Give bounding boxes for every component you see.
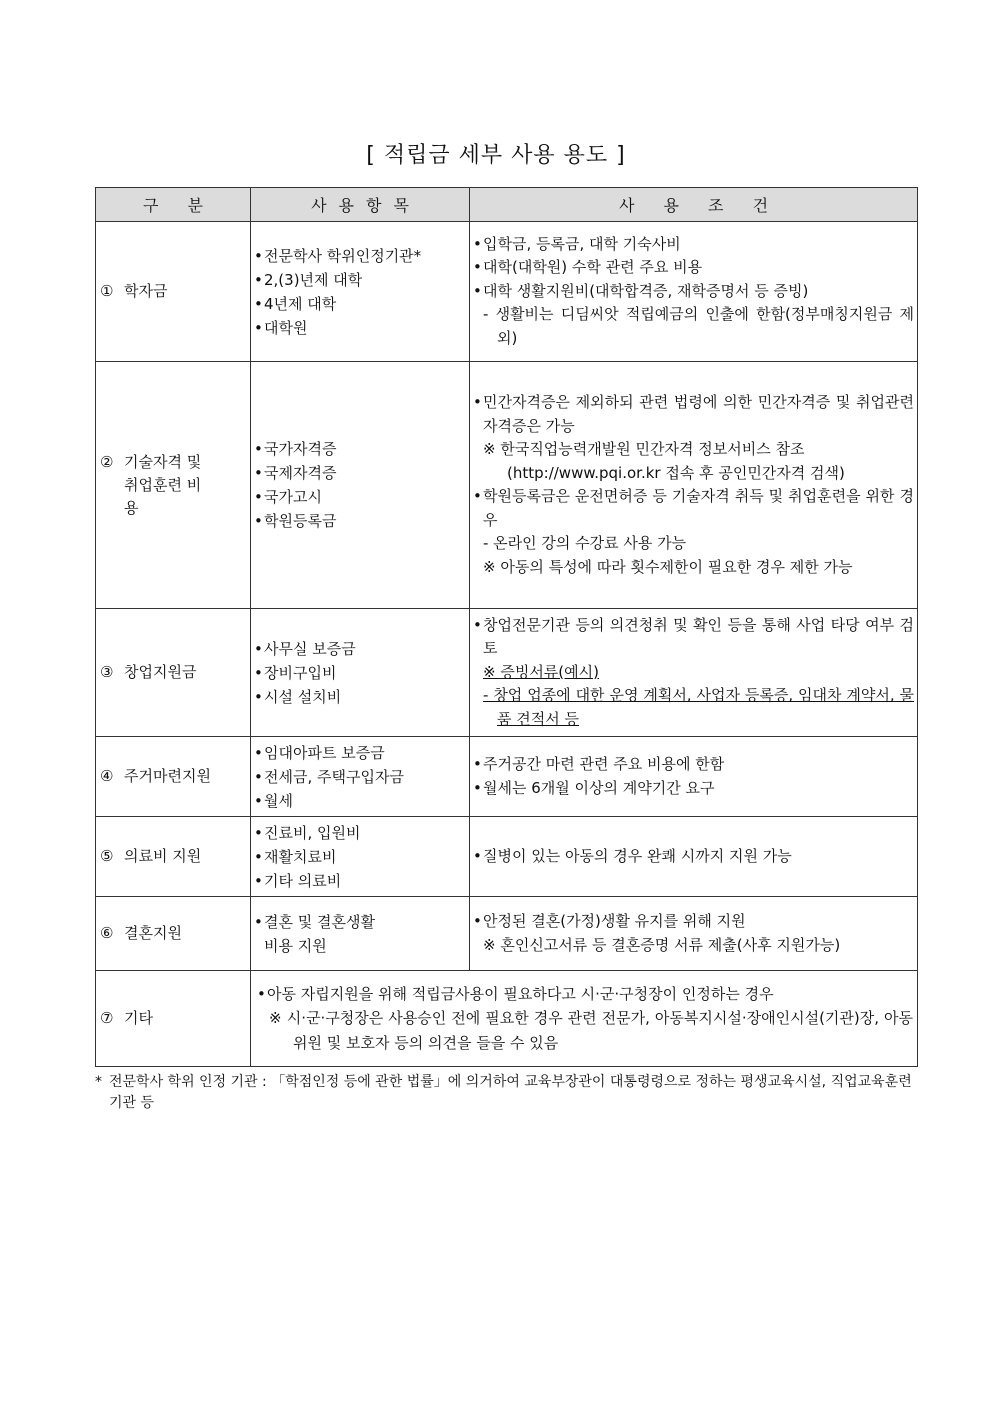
conditions-cell <box>251 971 918 1067</box>
conditions-cell <box>470 897 918 971</box>
list-item: •민간자격증은 제외하되 관련 법령에 의한 민간자격증 및 취업관련 자격증은 가능 <box>473 393 914 435</box>
usage-table <box>95 187 918 1067</box>
table-header-row <box>96 188 918 222</box>
footnote-marker: * <box>95 1074 102 1090</box>
category-label: 창업지원금 <box>124 663 197 681</box>
category-cell <box>96 737 251 817</box>
list-item: •질병이 있는 아동의 경우 완쾌 시까지 지원 가능 <box>473 846 792 865</box>
items-cell <box>251 362 470 609</box>
category-cell <box>96 362 251 609</box>
reference-note: ※ 혼인신고서류 등 결혼증명 서류 제출(사후 지원가능) <box>483 935 841 954</box>
items-cell <box>251 609 470 737</box>
list-item: •장비구입비 <box>254 663 337 682</box>
list-item: •아동 자립지원을 위해 적립금사용이 필요하다고 시·군·구청장이 인정하는 경우 <box>257 984 774 1003</box>
list-item: •학원등록금 <box>254 512 337 530</box>
reference-note: ※ 한국직업능력개발원 민간자격 정보서비스 참조 (http://www.pqi.or.kr 접속 후 공인민간자격 검색) <box>483 440 845 482</box>
items-cell <box>251 897 470 971</box>
page-title: [ 적립금 세부 사용 용도 ] <box>366 143 626 168</box>
category-label: 결혼지원 <box>124 924 182 942</box>
header-items: 사용항목 <box>251 188 470 222</box>
list-item: •국가자격증 <box>254 440 337 458</box>
table-row <box>96 222 918 362</box>
items-cell <box>251 737 470 817</box>
conditions-cell <box>470 817 918 897</box>
items-cell <box>251 817 470 897</box>
table-row <box>96 737 918 817</box>
row-index: ⑤ <box>100 847 114 865</box>
reference-note: ※ 아동의 특성에 따라 횟수제한이 필요한 경우 제한 가능 <box>483 557 853 576</box>
category-label: 학자금 <box>124 282 168 300</box>
footnote <box>95 1072 925 1114</box>
list-item: •국제자격증 <box>254 464 337 482</box>
row-index: ③ <box>100 663 114 681</box>
conditions-cell <box>470 609 918 737</box>
category-label: 기술자격 및 취업훈련 비용 <box>124 452 202 517</box>
list-item: •입학금, 등록금, 대학 기숙사비 <box>473 234 681 253</box>
row-index: ① <box>100 282 114 300</box>
sub-note: - 생활비는 디딤씨앗 적립예금의 인출에 한함(정부매칭지원금 제외) <box>483 305 914 347</box>
list-item: •월세 <box>254 791 293 810</box>
list-item: •주거공간 마련 관련 주요 비용에 한함 <box>473 755 725 773</box>
list-item: •사무실 보증금 <box>254 639 356 658</box>
list-item: •진료비, 입원비 <box>254 823 361 842</box>
footnote-text: 전문학사 학위 인정 기관 : 「학점인정 등에 관한 법률」에 의거하여 교육부장관이 대통령령으로 정하는 평생교육시설, 직업교육훈련기관 등 <box>109 1074 912 1111</box>
list-item: •재활치료비 <box>254 847 337 866</box>
list-item: •월세는 6개월 이상의 계약기간 요구 <box>473 778 715 797</box>
list-item: •2,(3)년제 대학 <box>254 270 363 289</box>
list-item: •창업전문기관 등의 의견청취 및 확인 등을 통해 사업 타당 여부 검토 <box>473 615 914 658</box>
category-cell <box>96 222 251 362</box>
row-index: ⑦ <box>100 1009 114 1027</box>
header-conditions: 사 용 조 건 <box>470 188 918 222</box>
row-index: ⑥ <box>100 924 114 942</box>
header-category: 구 분 <box>96 188 251 222</box>
list-item: •대학(대학원) 수학 관련 주요 비용 <box>473 258 703 277</box>
list-item: •전세금, 주택구입자금 <box>254 767 404 786</box>
list-item: •전문학사 학위인정기관* <box>254 246 422 265</box>
category-label: 기타 <box>124 1009 153 1027</box>
reference-note: ※ 시·군·구청장은 사용승인 전에 필요한 경우 관련 전문가, 아동복지시설·장애인시설(기관)장, 아동위원 및 보호자 등의 의견을 들을 수 있음 <box>269 1009 913 1052</box>
list-item: •대학 생활지원비(대학합격증, 재학증명서 등 증빙) <box>473 281 809 300</box>
category-cell <box>96 897 251 971</box>
list-item: •국가고시 <box>254 488 322 506</box>
conditions-cell <box>470 737 918 817</box>
conditions-cell <box>470 222 918 362</box>
list-item: •학원등록금은 운전면허증 등 기술자격 취득 및 취업훈련을 위한 경우 <box>473 487 914 529</box>
conditions-cell <box>470 362 918 609</box>
list-item: •결혼 및 결혼생활 비용 지원 <box>254 912 375 955</box>
list-item: •임대아파트 보증금 <box>254 743 385 762</box>
list-item: •시설 설치비 <box>254 687 342 706</box>
row-index: ④ <box>100 767 114 785</box>
sub-note: - 창업 업종에 대한 운영 계획서, 사업자 등록증, 임대차 계약서, 물품 견적서 등 <box>483 686 914 728</box>
list-item: •기타 의료비 <box>254 871 342 890</box>
items-cell <box>251 222 470 362</box>
category-cell <box>96 609 251 737</box>
list-item: •대학원 <box>254 318 308 337</box>
table-row <box>96 897 918 971</box>
list-item: •4년제 대학 <box>254 294 337 313</box>
category-cell <box>96 817 251 897</box>
row-index: ② <box>100 452 114 471</box>
category-cell <box>96 971 251 1067</box>
table-row <box>96 971 918 1067</box>
reference-note: ※ 증빙서류(예시) <box>483 662 599 681</box>
list-item: •안정된 결혼(가정)생활 유지를 위해 지원 <box>473 912 746 930</box>
table-row <box>96 817 918 897</box>
category-label: 의료비 지원 <box>124 847 202 865</box>
table-row <box>96 362 918 609</box>
sub-note: - 온라인 강의 수강료 사용 가능 <box>483 534 687 552</box>
table-row <box>96 609 918 737</box>
category-label: 주거마련지원 <box>124 767 211 785</box>
